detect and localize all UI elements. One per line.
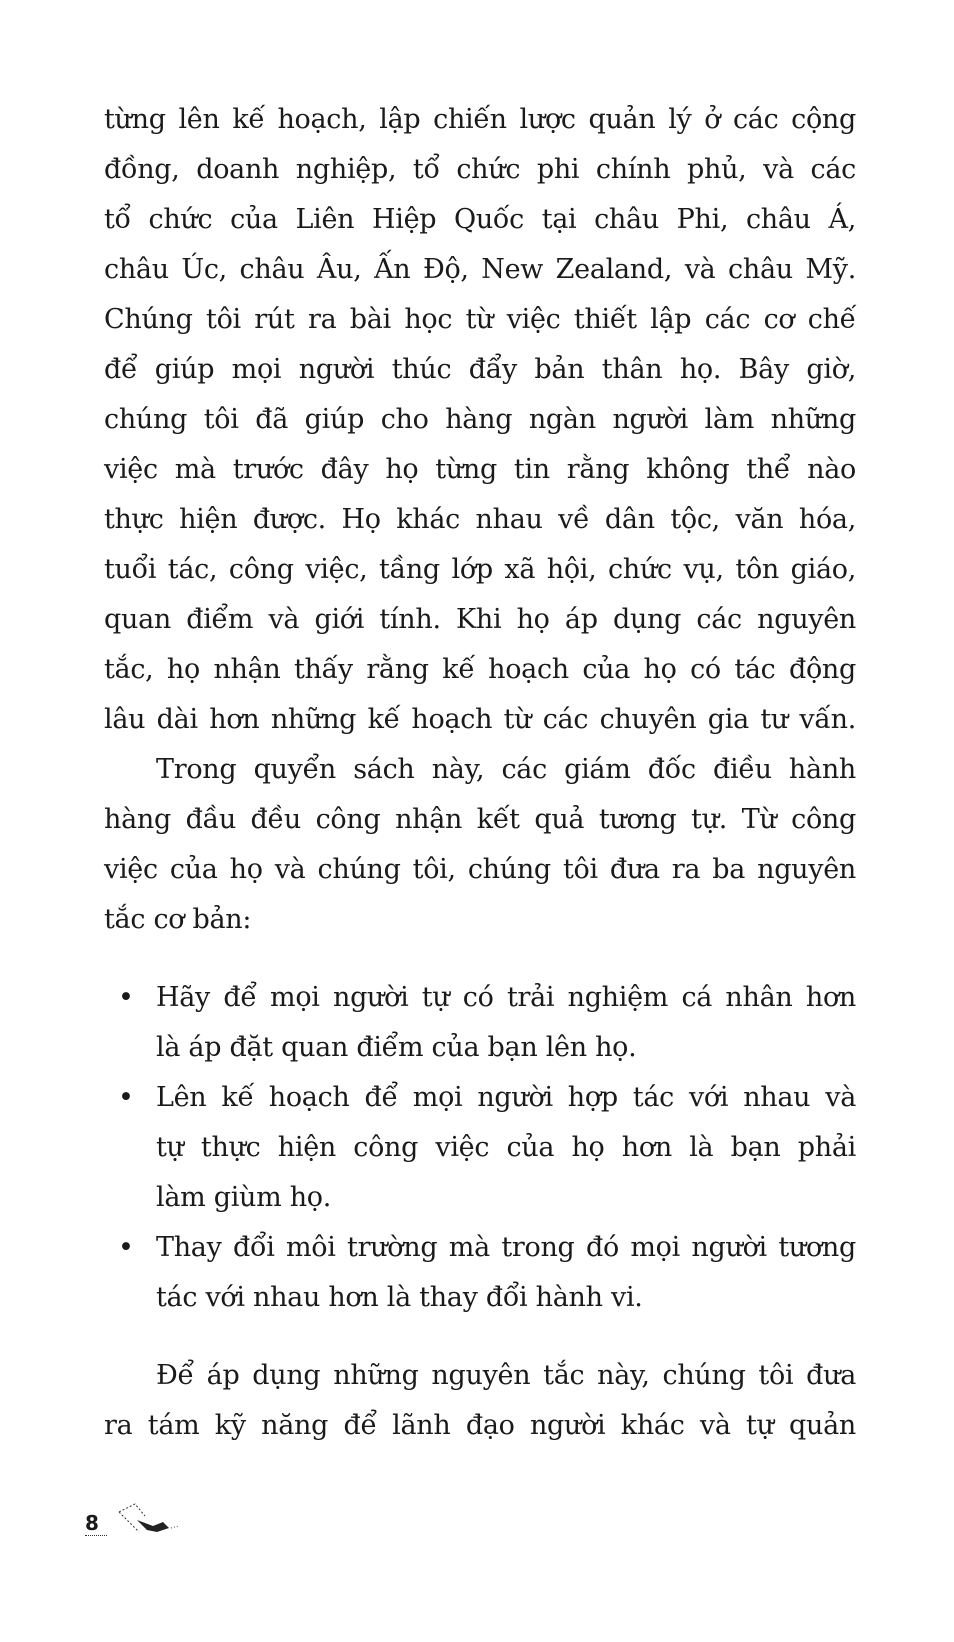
bullet-item — [104, 1073, 856, 1223]
text-line: việc của họ và chúng tôi, chúng tôi đưa ra ba nguyên — [104, 854, 856, 885]
text-line: tự thực hiện công việc của họ hơn là bạn phải — [156, 1132, 856, 1163]
page-number: 8 — [85, 1511, 107, 1536]
text-line: lâu dài hơn những kế hoạch từ các chuyên gia tư vấn. — [104, 704, 856, 735]
text-line: Chúng tôi rút ra bài học từ việc thiết lập các cơ chế — [104, 304, 856, 335]
paragraph-1 — [104, 95, 856, 745]
text-line: Lên kế hoạch để mọi người hợp tác với nhau và — [156, 1082, 856, 1113]
paragraph-2 — [104, 745, 856, 945]
text-line: đồng, doanh nghiệp, tổ chức phi chính phủ, và các — [104, 154, 856, 185]
bullet-icon: • — [118, 1082, 134, 1113]
text-line: tắc, họ nhận thấy rằng kế hoạch của họ có tác động — [104, 654, 856, 685]
text-line: hàng đầu đều công nhận kết quả tương tự. Từ công — [104, 804, 856, 835]
page-body — [104, 95, 856, 1451]
paragraph-3 — [104, 1351, 856, 1451]
bullet-icon: • — [118, 1232, 134, 1263]
text-line: từng lên kế hoạch, lập chiến lược quản lý ở các cộng — [104, 104, 856, 135]
text-line: việc mà trước đây họ từng tin rằng không thể nào — [104, 454, 856, 485]
text-line: là áp đặt quan điểm của bạn lên họ. — [156, 1032, 637, 1063]
bullet-icon: • — [118, 982, 134, 1013]
text-line: Thay đổi môi trường mà trong đó mọi người tương — [156, 1232, 856, 1263]
text-line: tổ chức của Liên Hiệp Quốc tại châu Phi, châu Á, — [104, 204, 856, 235]
bird-ornament-icon — [113, 1502, 183, 1536]
page-footer — [85, 1502, 183, 1536]
text-line: ra tám kỹ năng để lãnh đạo người khác và tự quản — [104, 1410, 856, 1441]
text-line: quan điểm và giới tính. Khi họ áp dụng các nguyên — [104, 604, 856, 635]
text-line: Trong quyển sách này, các giám đốc điều hành — [156, 754, 856, 785]
text-line: tuổi tác, công việc, tầng lớp xã hội, chức vụ, tôn giáo, — [104, 554, 856, 585]
bullet-item — [104, 973, 856, 1073]
text-line: tác với nhau hơn là thay đổi hành vi. — [156, 1282, 643, 1313]
text-line: làm giùm họ. — [156, 1182, 332, 1213]
bullet-item — [104, 1223, 856, 1323]
text-line: châu Úc, châu Âu, Ấn Độ, New Zealand, và châu Mỹ. — [104, 254, 856, 285]
text-line: chúng tôi đã giúp cho hàng ngàn người làm những — [104, 404, 856, 435]
text-line: Hãy để mọi người tự có trải nghiệm cá nhân hơn — [156, 982, 856, 1013]
text-line: thực hiện được. Họ khác nhau về dân tộc, văn hóa, — [104, 504, 856, 535]
text-line: tắc cơ bản: — [104, 904, 252, 935]
bullet-list — [104, 973, 856, 1323]
text-line: Để áp dụng những nguyên tắc này, chúng tôi đưa — [156, 1360, 856, 1391]
text-line: để giúp mọi người thúc đẩy bản thân họ. Bây giờ, — [104, 354, 856, 385]
